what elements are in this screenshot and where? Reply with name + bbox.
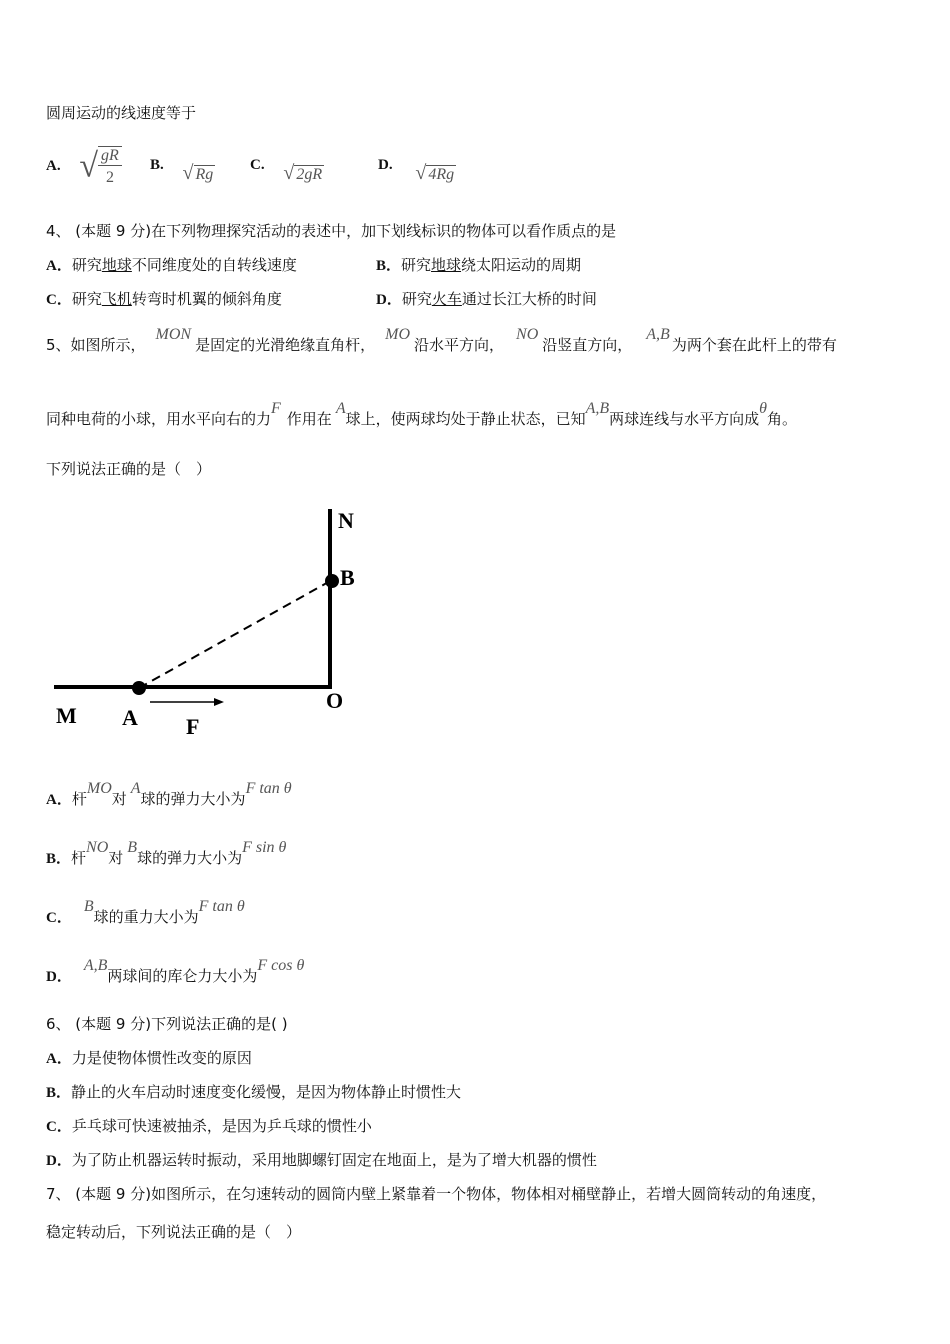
right-angle-rod-figure <box>40 500 380 750</box>
q5-stem-line1: 5、如图所示，MON是固定的光滑绝缘直角杆，MO沿水平方向，NO沿竖直方向，A,B为两个套在此杆上的带有 <box>46 326 837 354</box>
q7-stem-line1: 7、 (本题 9 分)如图所示，在匀速转动的圆筒内壁上紧靠着一个物体，物体相对桶壁静止，若增大圆筒转动的角速度， <box>46 1185 827 1203</box>
sqrt-expression: √ 4Rg <box>415 162 455 184</box>
q3-option-a[interactable] <box>46 146 122 187</box>
q7-stem-line2: 稳定转动后，下列说法正确的是（ ） <box>46 1223 302 1241</box>
force-arrowhead <box>214 698 224 706</box>
option-label: D. <box>378 157 393 173</box>
q5-option-d[interactable]: D．A,B两球间的库仑力大小为F cos θ <box>46 957 305 985</box>
q6-option-a[interactable]: A．力是使物体惯性改变的原因 <box>46 1049 252 1067</box>
q5-option-a[interactable]: A．杆MO对A球的弹力大小为F tan θ <box>46 780 292 808</box>
label-f: F <box>186 714 200 739</box>
q6-option-b[interactable]: B．静止的火车启动时速度变化缓慢，是因为物体静止时惯性大 <box>46 1083 462 1101</box>
q4-option-a[interactable]: A．研究地球不同维度处的自转线速度 <box>46 256 297 274</box>
q6-option-c[interactable]: C．乒乓球可快速被抽杀，是因为乒乓球的惯性小 <box>46 1117 372 1135</box>
label-o: O <box>326 688 344 713</box>
q4-option-b[interactable]: B．研究地球绕太阳运动的周期 <box>376 256 582 274</box>
option-label: C. <box>250 157 265 173</box>
q4-option-d[interactable]: D．研究火车通过长江大桥的时间 <box>376 290 597 308</box>
ball-a <box>132 681 146 695</box>
q5-question: 下列说法正确的是（ ） <box>46 460 212 478</box>
q5-option-b[interactable]: B．杆NO对B球的弹力大小为F sin θ <box>46 839 287 867</box>
ball-b <box>325 574 339 588</box>
q3-option-d[interactable] <box>378 152 456 184</box>
sqrt-expression: √ Rg <box>182 162 214 184</box>
label-b: B <box>340 565 355 590</box>
q3-option-b[interactable] <box>150 152 215 184</box>
option-label: B. <box>150 157 164 173</box>
q4-option-c[interactable]: C．研究飞机转弯时机翼的倾斜角度 <box>46 290 282 308</box>
q6-option-d[interactable]: D．为了防止机器运转时振动，采用地脚螺钉固定在地面上，是为了增大机器的惯性 <box>46 1151 597 1169</box>
q3-stem-tail: 圆周运动的线速度等于 <box>46 104 197 122</box>
q3-option-c[interactable] <box>250 152 324 184</box>
dashed-line-ab <box>139 580 332 688</box>
q4-stem: 4、 (本题 9 分)在下列物理探究活动的表述中，加下划线标识的物体可以看作质点的是 <box>46 222 617 240</box>
label-m: M <box>56 703 77 728</box>
q5-stem-line2: 同种电荷的小球，用水平向右的力F作用在A球上，使两球均处于静止状态，已知A,B两球连线与水平方向成θ角。 <box>46 400 798 428</box>
option-label: A. <box>46 158 61 175</box>
q5-option-c[interactable]: C．B球的重力大小为F tan θ <box>46 898 245 926</box>
sqrt-fraction: √ $\frac{gR}{2}$ <box>79 146 121 187</box>
q6-stem: 6、 (本题 9 分)下列说法正确的是( ) <box>46 1015 288 1033</box>
label-a: A <box>122 705 138 730</box>
label-n: N <box>338 508 354 533</box>
sqrt-expression: √ 2gR <box>283 162 323 184</box>
